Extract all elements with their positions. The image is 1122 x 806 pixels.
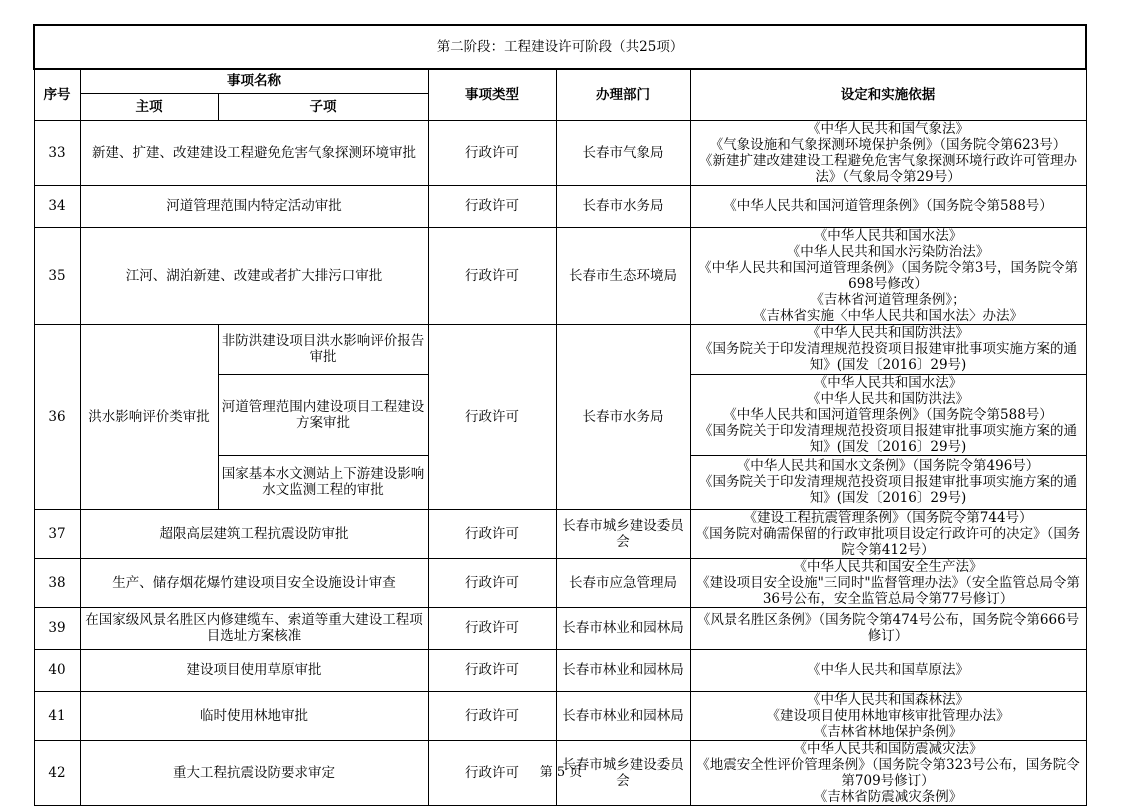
department: 长春市生态环境局 bbox=[556, 227, 690, 324]
basis-line: 《中华人民共和国防震减灾法》 bbox=[793, 740, 983, 757]
basis-cell bbox=[690, 509, 1086, 558]
row-number: 34 bbox=[34, 185, 80, 227]
basis-line: 《吉林省河道管理条例》； bbox=[810, 291, 966, 308]
item-type: 行政许可 bbox=[428, 324, 556, 509]
item-name: 河道管理范围内特定活动审批 bbox=[80, 185, 428, 227]
table-row bbox=[34, 120, 1086, 185]
basis-line: 《中华人民共和国森林法》 bbox=[807, 691, 970, 708]
header-main-item: 主项 bbox=[80, 93, 218, 120]
basis-cell bbox=[690, 120, 1086, 185]
basis-line: 《中华人民共和国气象法》 bbox=[807, 120, 970, 137]
basis-cell bbox=[690, 324, 1086, 374]
row-number: 33 bbox=[34, 120, 80, 185]
basis-line: 《中华人民共和国防洪法》 bbox=[807, 325, 970, 341]
row-number: 36 bbox=[34, 324, 80, 509]
basis-line: 《中华人民共和国河道管理条例》（国务院令第3号，国务院令第698号修改） bbox=[698, 259, 1078, 292]
basis-line: 《吉林省林地保护条例》 bbox=[813, 723, 963, 740]
basis-line: 《中华人民共和国水法》 bbox=[813, 374, 963, 391]
main-item-name: 洪水影响评价类审批 bbox=[80, 324, 218, 509]
item-type: 行政许可 bbox=[428, 607, 556, 649]
page-number: 第 5 页 bbox=[539, 765, 583, 780]
table-row bbox=[34, 509, 1086, 558]
basis-line: 《中华人民共和国草原法》 bbox=[807, 662, 970, 678]
item-type: 行政许可 bbox=[428, 558, 556, 607]
department: 长春市城乡建设委员会 bbox=[556, 509, 690, 558]
basis-line: 《国务院关于印发清理规范投资项目报建审批事项实施方案的通知》(国发〔2016〕29号) bbox=[699, 422, 1078, 455]
basis-line: 《中华人民共和国安全生产法》 bbox=[793, 558, 983, 575]
sub-item-name: 国家基本水文测站上下游建设影响水文监测工程的审批 bbox=[218, 455, 428, 509]
basis-line: 《中华人民共和国水文条例》（国务院令第496号） bbox=[736, 458, 1040, 474]
basis-line: 《吉林省防震减灾条例》 bbox=[813, 788, 963, 805]
basis-cell bbox=[690, 607, 1086, 649]
item-type: 行政许可 bbox=[428, 227, 556, 324]
basis-line: 《国务院关于印发清理规范投资项目报建审批事项实施方案的通知》(国发〔2016〕29号) bbox=[699, 341, 1078, 373]
item-type: 行政许可 bbox=[428, 509, 556, 558]
row-number: 35 bbox=[34, 227, 80, 324]
basis-line: 《建设项目安全设施"三同时"监督管理办法》（安全监管总局令第36号公布，安全监管总局令第77号修订） bbox=[696, 574, 1080, 607]
basis-line: 《风景名胜区条例》（国务院令第474号公布，国务院令第666号修订） bbox=[696, 612, 1080, 644]
department: 长春市水务局 bbox=[556, 324, 690, 509]
basis-cell bbox=[690, 649, 1086, 691]
sub-item-name: 非防洪建设项目洪水影响评价报告审批 bbox=[218, 324, 428, 374]
department: 长春市应急管理局 bbox=[556, 558, 690, 607]
basis-cell bbox=[690, 455, 1086, 509]
department: 长春市城乡建设委员会 bbox=[556, 740, 690, 805]
basis-cell bbox=[690, 227, 1086, 324]
approval-items-table bbox=[33, 24, 1087, 806]
basis-line: 《国务院对确需保留的行政审批项目设定行政许可的决定》（国务院令第412号） bbox=[695, 525, 1081, 558]
item-name: 在国家级风景名胜区内修建缆车、索道等重大建设工程项目选址方案核准 bbox=[80, 607, 428, 649]
header-type: 事项类型 bbox=[428, 69, 556, 120]
item-type: 行政许可 bbox=[428, 120, 556, 185]
table-row bbox=[34, 691, 1086, 740]
header-basis: 设定和实施依据 bbox=[690, 69, 1086, 120]
basis-cell bbox=[690, 185, 1086, 227]
item-name: 江河、湖泊新建、改建或者扩大排污口审批 bbox=[80, 227, 428, 324]
basis-line: 《建设项目使用林地审核审批管理办法》 bbox=[766, 707, 1010, 724]
header-item-name: 事项名称 bbox=[80, 69, 428, 93]
page-title: 第二阶段：工程建设许可阶段（共25项） bbox=[34, 25, 1086, 69]
table-row bbox=[34, 185, 1086, 227]
basis-cell bbox=[690, 374, 1086, 455]
header-sub-item: 子项 bbox=[218, 93, 428, 120]
basis-line: 《中华人民共和国水法》 bbox=[813, 227, 963, 244]
department: 长春市林业和园林局 bbox=[556, 649, 690, 691]
table-row bbox=[34, 558, 1086, 607]
item-name: 生产、储存烟花爆竹建设项目安全设施设计审查 bbox=[80, 558, 428, 607]
department: 长春市林业和园林局 bbox=[556, 691, 690, 740]
department: 长春市林业和园林局 bbox=[556, 607, 690, 649]
department: 长春市水务局 bbox=[556, 185, 690, 227]
item-type: 行政许可 bbox=[428, 185, 556, 227]
item-name: 临时使用林地审批 bbox=[80, 691, 428, 740]
row-number: 40 bbox=[34, 649, 80, 691]
basis-line: 《中华人民共和国水污染防治法》 bbox=[786, 243, 990, 260]
table-row bbox=[34, 607, 1086, 649]
item-name: 建设项目使用草原审批 bbox=[80, 649, 428, 691]
basis-line: 《国务院关于印发清理规范投资项目报建审批事项实施方案的通知》(国发〔2016〕29号) bbox=[699, 474, 1078, 506]
sub-item-name: 河道管理范围内建设项目工程建设方案审批 bbox=[218, 374, 428, 455]
basis-line: 《建设工程抗震管理条例》（国务院令第744号） bbox=[743, 509, 1033, 526]
table-row bbox=[34, 227, 1086, 324]
item-type: 行政许可 bbox=[428, 649, 556, 691]
basis-cell bbox=[690, 691, 1086, 740]
row-number: 37 bbox=[34, 509, 80, 558]
row-number: 42 bbox=[34, 740, 80, 805]
item-name: 超限高层建筑工程抗震设防审批 bbox=[80, 509, 428, 558]
basis-line: 《地震安全性评价管理条例》（国务院令第323号公布，国务院令第709号修订） bbox=[696, 756, 1080, 789]
basis-line: 《气象设施和气象探测环境保护条例》（国务院令第623号） bbox=[709, 136, 1067, 153]
basis-line: 《中华人民共和国防洪法》 bbox=[807, 390, 970, 407]
item-name: 重大工程抗震设防要求审定 bbox=[80, 740, 428, 805]
item-name: 新建、扩建、改建建设工程避免危害气象探测环境审批 bbox=[80, 120, 428, 185]
row-number: 39 bbox=[34, 607, 80, 649]
header-dept: 办理部门 bbox=[556, 69, 690, 120]
row-number: 41 bbox=[34, 691, 80, 740]
basis-line: 《中华人民共和国河道管理条例》（国务院令第588号） bbox=[723, 406, 1053, 423]
department: 长春市气象局 bbox=[556, 120, 690, 185]
row-number: 38 bbox=[34, 558, 80, 607]
item-type: 行政许可 bbox=[428, 691, 556, 740]
table-row bbox=[34, 324, 1086, 374]
table-row bbox=[34, 649, 1086, 691]
basis-cell bbox=[690, 558, 1086, 607]
basis-line: 《吉林省实施〈中华人民共和国水法〉办法》 bbox=[753, 307, 1024, 324]
item-type: 行政许可 bbox=[428, 740, 556, 805]
header-seq: 序号 bbox=[34, 69, 80, 120]
basis-line: 《新建扩建改建建设工程避免危害气象探测环境行政许可管理办法》（气象局令第29号） bbox=[699, 152, 1078, 185]
basis-line: 《中华人民共和国河道管理条例》（国务院令第588号） bbox=[723, 198, 1053, 214]
